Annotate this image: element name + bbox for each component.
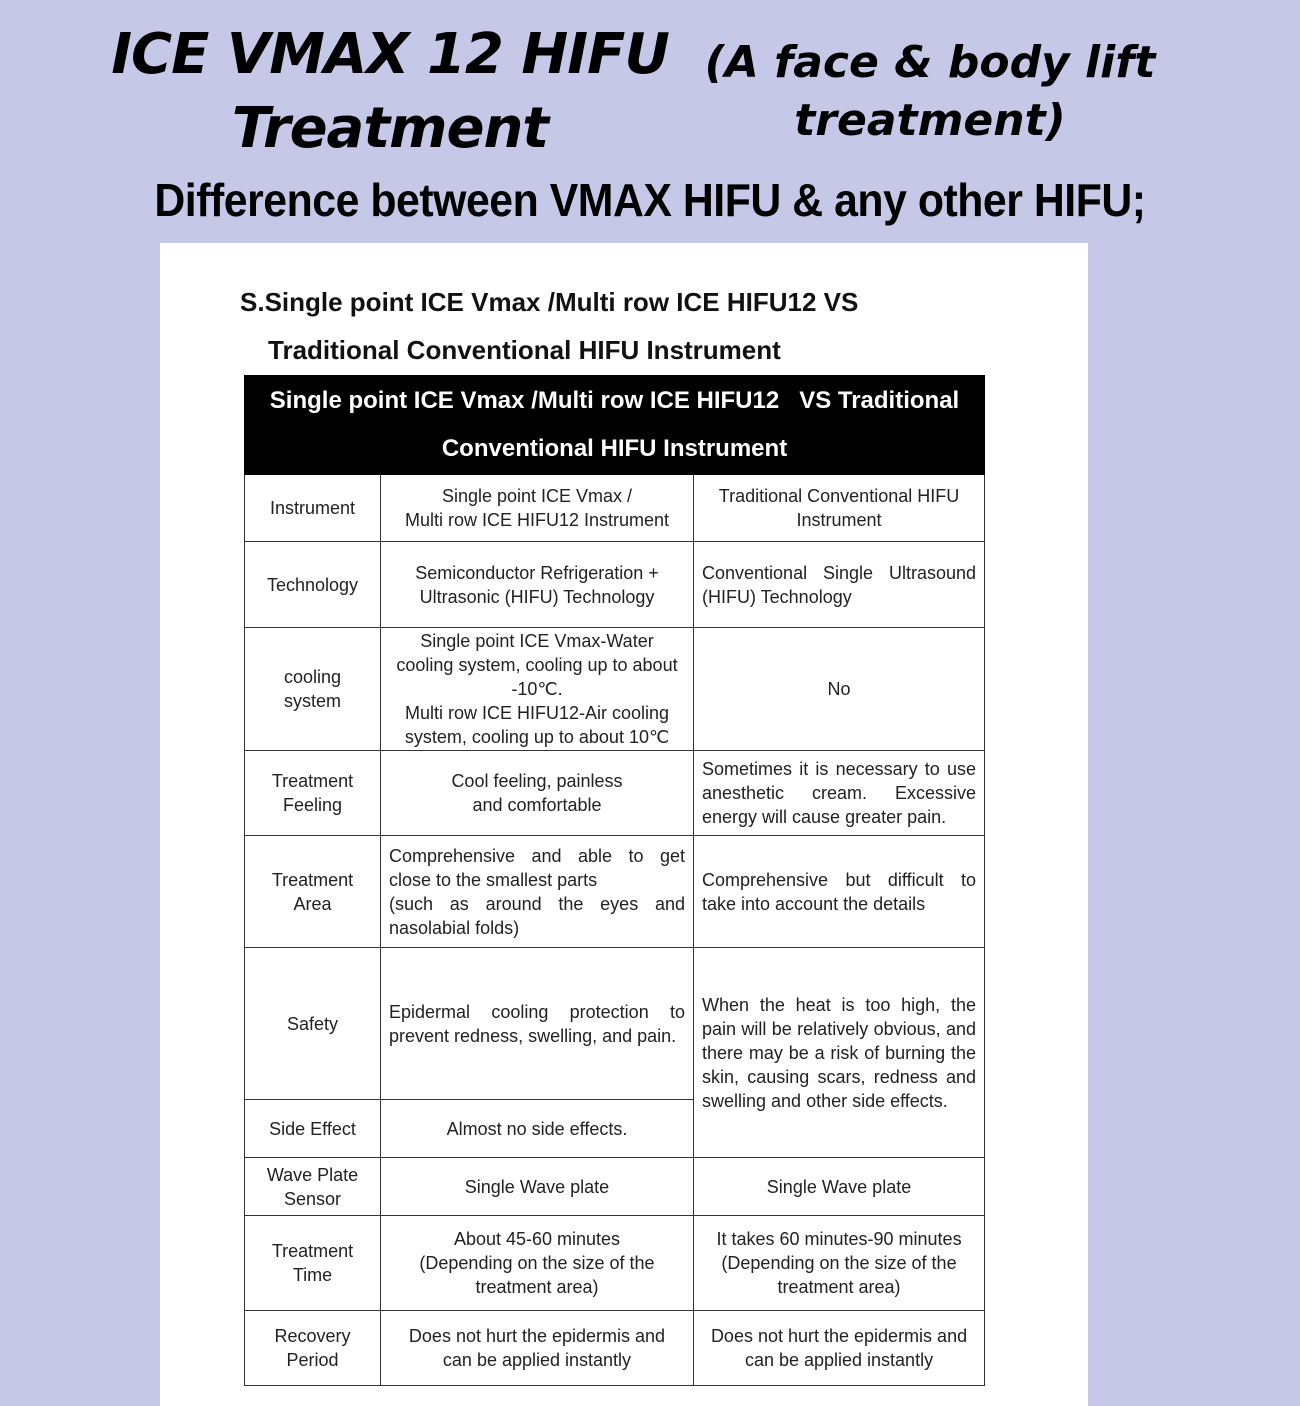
page-title [90,18,690,166]
table-row [245,1158,985,1216]
table-header-row [245,376,985,475]
traditional-cell: Conventional Single Ultrasound (HIFU) Technology [694,542,985,628]
ice-cell: Semiconductor Refrigeration + Ultrasonic (HIFU) Technology [381,542,694,628]
ice-cell: Does not hurt the epidermis and can be applied instantly [381,1311,694,1386]
page-subtitle [690,34,1170,150]
traditional-cell: When the heat is too high, the pain will be relatively obvious, and there may be a risk of burning the skin, causing scars, redness and swelling and other side effects. [694,948,985,1158]
ice-cell: Comprehensive and able to get close to the smallest parts (such as around the eyes and nasolabial folds) [381,836,694,948]
difference-heading: Difference between VMAX HIFU & any other HIFU; [154,174,1146,226]
traditional-cell: Does not hurt the epidermis and can be applied instantly [694,1311,985,1386]
traditional-cell: Single Wave plate [694,1158,985,1216]
title-line-2: Treatment [231,96,549,161]
traditional-cell: It takes 60 minutes-90 minutes (Depending on the size of the treatment area) [694,1216,985,1311]
table-row [245,1216,985,1311]
ice-cell: Single point ICE Vmax / Multi row ICE HIFU12 Instrument [381,475,694,542]
table-row [245,836,985,948]
row-label: Treatment Time [245,1216,381,1311]
table-row [245,542,985,628]
traditional-cell: Comprehensive but difficult to take into account the details [694,836,985,948]
document-image [160,243,1088,1406]
title-line-1: ICE VMAX 12 HIFU [111,22,669,87]
row-label: Treatment Feeling [245,751,381,836]
subtitle-line-1: (A face & body lift [704,37,1156,88]
ice-cell: About 45-60 minutes (Depending on the size of the treatment area) [381,1216,694,1311]
ice-cell: Almost no side effects. [381,1100,694,1158]
table-header: Single point ICE Vmax /Multi row ICE HIFU12 VS Traditional Conventional HIFU Instrument [245,376,985,475]
row-label: Safety [245,948,381,1100]
table-row [245,628,985,751]
ice-cell: Epidermal cooling protection to prevent redness, swelling, and pain. [381,948,694,1100]
table-row [245,1311,985,1386]
table-row [245,751,985,836]
ice-cell: Single point ICE Vmax-Water cooling system, cooling up to about -10℃. Multi row ICE HIFU12-Air cooling system, cooling up to about 10℃ [381,628,694,751]
row-label: Instrument [245,475,381,542]
row-label: cooling system [245,628,381,751]
document-heading-line-1: S.Single point ICE Vmax /Multi row ICE HIFU12 VS [240,287,859,317]
traditional-cell: No [694,628,985,751]
row-label: Side Effect [245,1100,381,1158]
traditional-cell: Sometimes it is necessary to use anesthetic cream. Excessive energy will cause greater pain. [694,751,985,836]
comparison-table [244,375,985,1386]
traditional-cell: Traditional Conventional HIFU Instrument [694,475,985,542]
row-label: Technology [245,542,381,628]
row-label: Treatment Area [245,836,381,948]
ice-cell: Single Wave plate [381,1158,694,1216]
row-label: Recovery Period [245,1311,381,1386]
subtitle-line-2: treatment) [794,95,1066,146]
row-label: Wave Plate Sensor [245,1158,381,1216]
table-row [245,475,985,542]
document-heading-line-2: Traditional Conventional HIFU Instrument [268,335,781,365]
table-row [245,948,985,1100]
ice-cell: Cool feeling, painless and comfortable [381,751,694,836]
